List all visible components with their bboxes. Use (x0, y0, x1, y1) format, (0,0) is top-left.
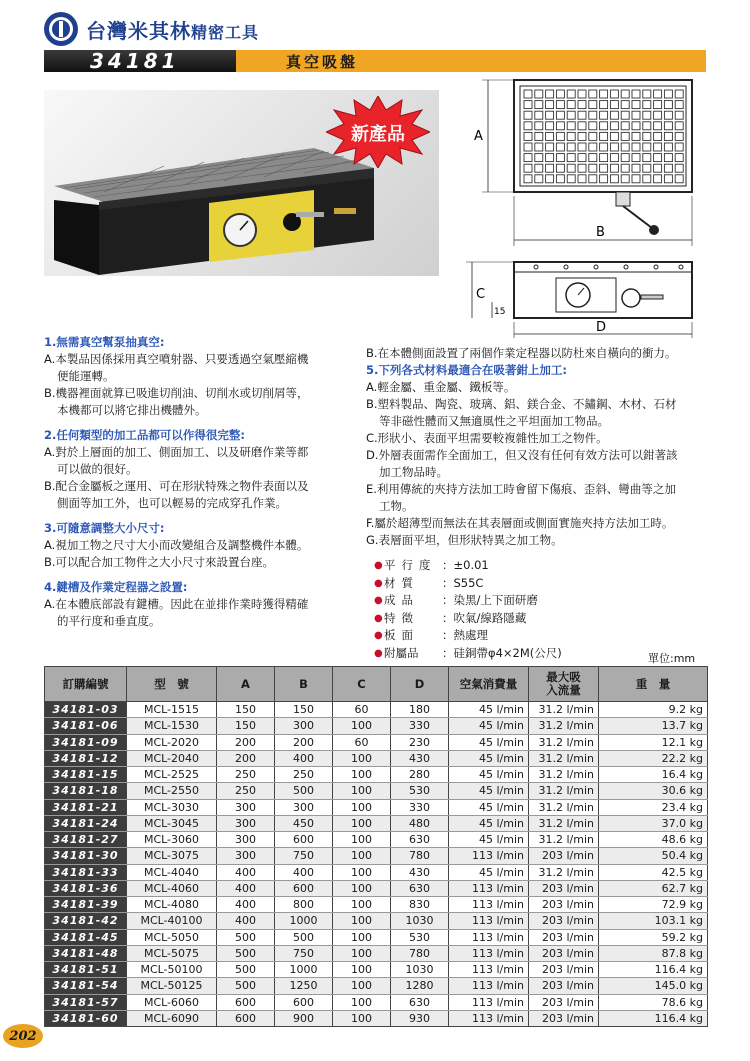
table-cell: 300 (275, 718, 333, 734)
table-cell: MCL-50100 (127, 962, 217, 978)
brand-header (44, 12, 259, 46)
table-cell: 200 (217, 734, 275, 750)
table-cell: 300 (217, 848, 275, 864)
table-cell: 500 (217, 978, 275, 994)
spec-row: ● 材質 ：S55C (374, 575, 484, 590)
table-cell: 600 (275, 880, 333, 896)
table-cell: 12.1 kg (599, 734, 708, 750)
table-cell: 800 (275, 897, 333, 913)
feature-text: A.對於上層面的加工、側面加工、以及研磨作業等都 (44, 445, 309, 459)
col-header: 重 量 (599, 667, 708, 702)
table-cell: 113 l/min (449, 897, 529, 913)
table-cell: 60 (333, 702, 391, 718)
table-cell: 34181-12 (45, 750, 127, 766)
feature-text: A.輕金屬、重金屬、鐵板等。 (366, 380, 516, 394)
table-cell: 113 l/min (449, 945, 529, 961)
table-cell: 1000 (275, 962, 333, 978)
feature-heading-4: 4.鍵槽及作業定程器之設置: (44, 580, 188, 594)
table-cell: MCL-3060 (127, 832, 217, 848)
table-cell: MCL-1515 (127, 702, 217, 718)
feature-text: 側面等加工外，也可以輕易的完成穿孔作業。 (57, 496, 287, 510)
table-cell: 45 l/min (449, 734, 529, 750)
table-cell: 45 l/min (449, 767, 529, 783)
table-cell: 34181-21 (45, 799, 127, 815)
table-cell: 400 (217, 880, 275, 896)
table-cell: 22.2 kg (599, 750, 708, 766)
table-cell: 100 (333, 962, 391, 978)
table-cell: 203 l/min (529, 1010, 599, 1026)
table-cell: 300 (217, 799, 275, 815)
table-cell: 113 l/min (449, 1010, 529, 1026)
table-row (45, 734, 708, 750)
table-cell: 34181-06 (45, 718, 127, 734)
feature-text: A.在本體底部設有鍵槽。因此在並排作業時獲得精確 (44, 597, 309, 611)
feature-text: B.可以配合加工物件之大小尺寸來設置台座。 (44, 555, 275, 569)
table-cell: 100 (333, 880, 391, 896)
table-cell: 34181-48 (45, 945, 127, 961)
table-cell: 34181-09 (45, 734, 127, 750)
table-row (45, 718, 708, 734)
table-cell: 50.4 kg (599, 848, 708, 864)
table-cell: 480 (391, 815, 449, 831)
table-cell: MCL-6060 (127, 994, 217, 1010)
table-cell: 450 (275, 815, 333, 831)
table-cell: 500 (275, 929, 333, 945)
table-cell: MCL-2550 (127, 783, 217, 799)
table-cell: 34181-51 (45, 962, 127, 978)
dim-c-label: C (476, 287, 486, 302)
table-cell: 100 (333, 1010, 391, 1026)
table-cell: 1280 (391, 978, 449, 994)
feature-text: E.利用傳統的夾持方法加工時會留下傷痕、歪斜、彎曲等之加 (366, 482, 676, 496)
table-cell: 630 (391, 832, 449, 848)
table-row (45, 750, 708, 766)
spec-list (374, 557, 562, 662)
feature-heading-3: 3.可隨意調整大小尺寸: (44, 521, 165, 535)
table-cell: 45 l/min (449, 815, 529, 831)
table-cell: MCL-3045 (127, 815, 217, 831)
col-header: B (275, 667, 333, 702)
table-cell: 87.8 kg (599, 945, 708, 961)
table-cell: 31.2 l/min (529, 718, 599, 734)
table-row (45, 897, 708, 913)
col-header: D (391, 667, 449, 702)
table-cell: 250 (217, 767, 275, 783)
table-cell: 250 (275, 767, 333, 783)
table-cell: MCL-2525 (127, 767, 217, 783)
table-cell: 31.2 l/min (529, 815, 599, 831)
feature-text: A.視加工物之尺寸大小而改變組合及調整機件本體。 (44, 538, 309, 552)
table-cell: 45 l/min (449, 864, 529, 880)
table-cell: 230 (391, 734, 449, 750)
new-product-badge: 新產品 (326, 96, 430, 168)
table-cell: 500 (275, 783, 333, 799)
feature-text: 便能運轉。 (57, 369, 115, 383)
table-cell: 203 l/min (529, 945, 599, 961)
feature-heading-1: 1.無需真空幫泵抽真空: (44, 335, 165, 349)
table-cell: 180 (391, 702, 449, 718)
table-cell: 400 (217, 864, 275, 880)
table-row (45, 880, 708, 896)
table-cell: MCL-6090 (127, 1010, 217, 1026)
table-cell: 34181-54 (45, 978, 127, 994)
spec-row: ● 附屬品 ：硅銅帶φ4×2M(公尺) (374, 645, 562, 660)
table-cell: 100 (333, 815, 391, 831)
table-cell: 34181-33 (45, 864, 127, 880)
table-cell: 113 l/min (449, 994, 529, 1010)
table-row (45, 815, 708, 831)
table-cell: 113 l/min (449, 913, 529, 929)
table-cell: 300 (217, 832, 275, 848)
table-cell: 31.2 l/min (529, 832, 599, 848)
col-header: A (217, 667, 275, 702)
table-cell: 34181-60 (45, 1010, 127, 1026)
table-cell: 630 (391, 994, 449, 1010)
col-header: C (333, 667, 391, 702)
product-photo (44, 90, 439, 276)
table-cell: 530 (391, 783, 449, 799)
table-cell: 34181-24 (45, 815, 127, 831)
table-cell: 930 (391, 1010, 449, 1026)
dim-b-label: B (596, 225, 605, 240)
table-cell: 113 l/min (449, 962, 529, 978)
model-number: 34181 (44, 50, 236, 72)
table-cell: 100 (333, 864, 391, 880)
table-cell: 31.2 l/min (529, 767, 599, 783)
features-left (44, 334, 344, 630)
table-cell: 113 l/min (449, 880, 529, 896)
table-cell: 31.2 l/min (529, 799, 599, 815)
table-cell: MCL-2020 (127, 734, 217, 750)
feature-text: 加工物品時。 (379, 465, 448, 479)
table-cell: 430 (391, 864, 449, 880)
table-row (45, 913, 708, 929)
table-cell: 45 l/min (449, 832, 529, 848)
feature-text: F.屬於超薄型而無法在其表層面或側面實施夾持方法加工時。 (366, 516, 674, 530)
spec-row: ● 板面 ：熱處理 (374, 628, 488, 642)
table-cell: 30.6 kg (599, 783, 708, 799)
product-title: 真空吸盤 (236, 50, 706, 72)
table-cell: 780 (391, 945, 449, 961)
table-cell: 1030 (391, 962, 449, 978)
table-cell: 34181-27 (45, 832, 127, 848)
table-cell: 400 (275, 750, 333, 766)
table-cell: 37.0 kg (599, 815, 708, 831)
table-cell: MCL-4080 (127, 897, 217, 913)
table-cell: 34181-39 (45, 897, 127, 913)
table-row (45, 945, 708, 961)
table-cell: 600 (275, 994, 333, 1010)
table-cell: 34181-45 (45, 929, 127, 945)
table-cell: 203 l/min (529, 913, 599, 929)
spec-row: ● 特徵 ：吹氣/線路隱藏 (374, 610, 527, 625)
features-right (366, 345, 711, 549)
table-cell: 34181-30 (45, 848, 127, 864)
table-cell: MCL-3030 (127, 799, 217, 815)
unit-label: 單位:mm (648, 652, 696, 665)
product-table (44, 666, 708, 1027)
table-cell: 45 l/min (449, 799, 529, 815)
table-cell: 203 l/min (529, 880, 599, 896)
company-name: 台灣米其林精密工具 (86, 18, 260, 43)
table-cell: 45 l/min (449, 702, 529, 718)
feature-text: B.配合金屬板之運用、可在形狀特殊之物件表面以及 (44, 479, 309, 493)
col-header: 最大吸入流量 (529, 667, 599, 702)
table-cell: 31.2 l/min (529, 702, 599, 718)
table-cell: 116.4 kg (599, 1010, 708, 1026)
table-cell: 113 l/min (449, 978, 529, 994)
table-cell: 630 (391, 880, 449, 896)
table-cell: 34181-42 (45, 913, 127, 929)
feature-heading-2: 2.任何類型的加工品都可以作得很完整: (44, 428, 245, 442)
table-cell: 203 l/min (529, 848, 599, 864)
table-row (45, 783, 708, 799)
table-cell: 31.2 l/min (529, 783, 599, 799)
table-cell: MCL-40100 (127, 913, 217, 929)
table-cell: 100 (333, 978, 391, 994)
table-cell: 103.1 kg (599, 913, 708, 929)
table-cell: 100 (333, 750, 391, 766)
table-cell: 150 (217, 718, 275, 734)
table-cell: 400 (275, 864, 333, 880)
page-number: 202 (3, 1024, 43, 1048)
table-cell: 60 (333, 734, 391, 750)
dimension-drawing (466, 76, 716, 348)
table-row (45, 848, 708, 864)
table-cell: 34181-18 (45, 783, 127, 799)
feature-text: 本機都可以將它排出機體外。 (57, 403, 207, 417)
feature-text: C.形狀小、表面平坦需要較複雜性加工之物件。 (366, 431, 608, 445)
table-row (45, 832, 708, 848)
feature-text: 工物。 (379, 499, 414, 513)
table-cell: 100 (333, 848, 391, 864)
spec-row: ● 成品 ：染黑/上下面研磨 (374, 593, 538, 607)
table-cell: 31.2 l/min (529, 734, 599, 750)
table-cell: MCL-5050 (127, 929, 217, 945)
table-cell: 780 (391, 848, 449, 864)
table-cell: 203 l/min (529, 929, 599, 945)
feature-text: 等非磁性體而又無適風性之平坦面加工物品。 (379, 414, 609, 428)
table-row (45, 702, 708, 718)
table-row (45, 994, 708, 1010)
table-cell: 203 l/min (529, 962, 599, 978)
table-cell: 1000 (275, 913, 333, 929)
feature-heading-5: 5.下列各式材料最適合在吸著鉗上加工: (366, 363, 567, 377)
table-row (45, 929, 708, 945)
table-cell: 830 (391, 897, 449, 913)
table-cell: 100 (333, 783, 391, 799)
table-cell: 200 (275, 734, 333, 750)
table-cell: 1030 (391, 913, 449, 929)
table-cell: 330 (391, 799, 449, 815)
table-cell: 750 (275, 945, 333, 961)
table-cell: 23.4 kg (599, 799, 708, 815)
company-logo-icon (44, 12, 78, 46)
table-cell: MCL-2040 (127, 750, 217, 766)
table-cell: 42.5 kg (599, 864, 708, 880)
table-cell: 500 (217, 945, 275, 961)
table-cell: 500 (217, 962, 275, 978)
table-cell: 45 l/min (449, 750, 529, 766)
table-cell: 400 (217, 897, 275, 913)
table-cell: 78.6 kg (599, 994, 708, 1010)
feature-text: A.本製品因係採用真空噴射器、只要透過空氣壓縮機 (44, 352, 309, 366)
table-cell: 100 (333, 945, 391, 961)
table-cell: 62.7 kg (599, 880, 708, 896)
table-cell: 100 (333, 929, 391, 945)
table-cell: 250 (217, 783, 275, 799)
table-cell: 200 (217, 750, 275, 766)
table-cell: 430 (391, 750, 449, 766)
table-header-row (45, 667, 708, 702)
table-cell: 530 (391, 929, 449, 945)
table-cell: 400 (217, 913, 275, 929)
table-row (45, 767, 708, 783)
table-cell: 34181-15 (45, 767, 127, 783)
table-cell: 300 (217, 815, 275, 831)
table-cell: 600 (217, 1010, 275, 1026)
table-cell: 100 (333, 718, 391, 734)
table-cell: 45 l/min (449, 718, 529, 734)
dim-d-label: D (596, 320, 607, 335)
table-row (45, 799, 708, 815)
table-cell: 113 l/min (449, 848, 529, 864)
table-cell: 16.4 kg (599, 767, 708, 783)
dim-a-label: A (474, 129, 483, 144)
table-cell: MCL-5075 (127, 945, 217, 961)
table-cell: 100 (333, 767, 391, 783)
table-cell: 34181-36 (45, 880, 127, 896)
table-cell: 203 l/min (529, 978, 599, 994)
table-cell: MCL-50125 (127, 978, 217, 994)
table-cell: 13.7 kg (599, 718, 708, 734)
table-cell: 34181-03 (45, 702, 127, 718)
table-cell: 34181-57 (45, 994, 127, 1010)
table-cell: 100 (333, 994, 391, 1010)
table-cell: MCL-1530 (127, 718, 217, 734)
table-cell: 750 (275, 848, 333, 864)
table-row (45, 962, 708, 978)
dim-15-label: 15 (494, 307, 506, 317)
table-cell: 9.2 kg (599, 702, 708, 718)
table-cell: 72.9 kg (599, 897, 708, 913)
table-cell: 900 (275, 1010, 333, 1026)
table-row (45, 864, 708, 880)
feature-text: 的平行度和垂直度。 (57, 614, 161, 628)
table-cell: 31.2 l/min (529, 864, 599, 880)
table-cell: MCL-4060 (127, 880, 217, 896)
feature-text: B.在本體側面設置了兩個作業定程器以防杜來自橫向的衝力。 (366, 346, 677, 360)
feature-text: B.塑料製品、陶瓷、玻璃、鋁、鎂合金、不鏽鋼、木材、石材 (366, 397, 677, 411)
table-cell: 330 (391, 718, 449, 734)
table-row (45, 1010, 708, 1026)
table-cell: 600 (217, 994, 275, 1010)
table-cell: MCL-3075 (127, 848, 217, 864)
feature-text: D.外層表面需作全面加工，但又沒有任何有效方法可以鉗著該 (366, 448, 678, 462)
table-cell: 31.2 l/min (529, 750, 599, 766)
table-cell: 145.0 kg (599, 978, 708, 994)
table-cell: 100 (333, 897, 391, 913)
table-cell: 1250 (275, 978, 333, 994)
feature-text: G.表層面平坦，但形狀特異之加工物。 (366, 533, 563, 547)
table-cell: 113 l/min (449, 929, 529, 945)
table-cell: 203 l/min (529, 897, 599, 913)
table-cell: 116.4 kg (599, 962, 708, 978)
table-cell: 150 (217, 702, 275, 718)
table-cell: 100 (333, 913, 391, 929)
spec-row: ● 平行度 ：±0.01 (374, 558, 489, 572)
table-cell: 48.6 kg (599, 832, 708, 848)
table-cell: 600 (275, 832, 333, 848)
table-cell: MCL-4040 (127, 864, 217, 880)
table-cell: 203 l/min (529, 994, 599, 1010)
col-header: 型 號 (127, 667, 217, 702)
table-cell: 300 (275, 799, 333, 815)
table-cell: 100 (333, 799, 391, 815)
table-cell: 500 (217, 929, 275, 945)
col-header: 空氣消費量 (449, 667, 529, 702)
feature-text: 可以做的很好。 (57, 462, 138, 476)
col-header: 訂購編號 (45, 667, 127, 702)
table-cell: 150 (275, 702, 333, 718)
table-cell: 45 l/min (449, 783, 529, 799)
table-cell: 280 (391, 767, 449, 783)
table-cell: 100 (333, 832, 391, 848)
table-row (45, 978, 708, 994)
table-cell: 59.2 kg (599, 929, 708, 945)
title-bar (44, 50, 706, 72)
feature-text: B.機器裡面就算已吸進切削油、切削水或切削屑等， (44, 386, 309, 400)
